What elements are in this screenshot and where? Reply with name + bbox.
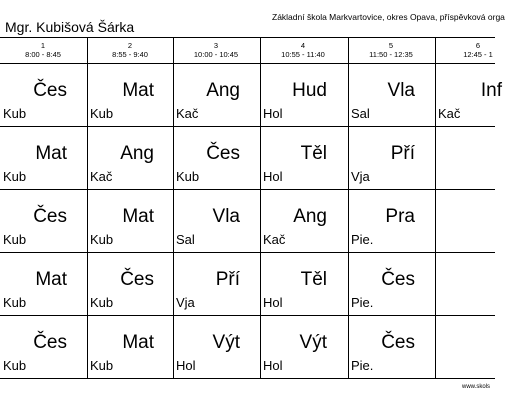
period-time: 10:00 - 10:45: [193, 50, 239, 59]
lesson-subject: Výt: [212, 332, 240, 353]
lesson-subject: Mat: [35, 143, 67, 164]
lesson-subject: Pří: [215, 269, 240, 290]
lesson-subject: Inf: [480, 80, 502, 101]
period-number: 1: [40, 41, 46, 50]
lesson-subject: Ang: [120, 143, 154, 164]
lesson-cell: [0, 63, 87, 126]
lesson-teacher: Kub: [3, 106, 27, 121]
lesson-subject: Vla: [212, 206, 240, 227]
lesson-teacher: Sal: [351, 106, 370, 121]
lesson-cell: [260, 126, 347, 189]
period-number: 6: [475, 41, 481, 50]
lesson-teacher: Kač: [438, 106, 461, 121]
period-time: 11:50 - 12:35: [369, 50, 413, 59]
lesson-subject: Ang: [293, 206, 327, 227]
lesson-subject: Pra: [385, 206, 415, 227]
period-number: 2: [127, 41, 133, 50]
lesson-teacher: Vja: [176, 295, 195, 310]
lesson-cell: [260, 315, 347, 378]
lesson-cell: [260, 189, 347, 252]
lesson-teacher: Vja: [351, 169, 370, 184]
lesson-teacher: Kub: [3, 232, 27, 247]
lesson-subject: Čes: [381, 332, 415, 353]
lesson-subject: Těl: [300, 143, 327, 164]
lesson-subject: Pří: [390, 143, 415, 164]
lesson-teacher: Kub: [176, 169, 200, 184]
lesson-cell: [348, 252, 435, 315]
lesson-teacher: Hol: [263, 106, 283, 121]
lesson-subject: Ang: [206, 80, 240, 101]
lesson-teacher: Kač: [90, 169, 113, 184]
period-number: 4: [300, 41, 306, 50]
lesson-cell: [87, 126, 174, 189]
period-time: 8:55 - 9:40: [112, 50, 148, 59]
lesson-teacher: Kub: [3, 295, 27, 310]
lesson-cell: [348, 63, 435, 126]
lesson-teacher: Hol: [263, 358, 283, 373]
lesson-subject: Čes: [120, 269, 154, 290]
lesson-subject: Mat: [122, 80, 154, 101]
lesson-subject: Čes: [33, 80, 67, 101]
lesson-cell: [173, 126, 260, 189]
lesson-cell: [435, 252, 522, 315]
lesson-cell: [87, 315, 174, 378]
lesson-subject: Mat: [35, 269, 67, 290]
footer-url: www.skols: [462, 384, 491, 390]
lesson-teacher: Kub: [90, 106, 114, 121]
lesson-cell: [173, 252, 260, 315]
lesson-teacher: Kač: [176, 106, 199, 121]
lesson-cell: [173, 63, 260, 126]
lesson-subject: Čes: [381, 269, 415, 290]
period-time: 10:55 - 11:40: [281, 50, 325, 59]
lesson-cell: [87, 63, 174, 126]
grid-line-horizontal: [0, 378, 495, 379]
lesson-teacher: Hol: [263, 295, 283, 310]
lesson-cell: [0, 126, 87, 189]
lesson-teacher: Kub: [90, 232, 114, 247]
lesson-cell: [348, 126, 435, 189]
lesson-teacher: Pie.: [351, 295, 374, 310]
lesson-teacher: Kub: [90, 358, 114, 373]
period-number: 3: [213, 41, 219, 50]
school-name: Základní škola Markvartovice, okres Opava, příspěvková orga: [272, 12, 505, 22]
lesson-teacher: Kub: [90, 295, 114, 310]
lesson-teacher: Kub: [3, 169, 27, 184]
lesson-cell: [435, 189, 522, 252]
lesson-cell: [435, 126, 522, 189]
lesson-cell: [348, 189, 435, 252]
lesson-subject: Čes: [33, 206, 67, 227]
lesson-cell: [348, 315, 435, 378]
lesson-cell: [87, 189, 174, 252]
lesson-subject: Těl: [300, 269, 327, 290]
lesson-subject: Mat: [122, 332, 154, 353]
period-number: 5: [388, 41, 394, 50]
lesson-teacher: Pie.: [351, 358, 374, 373]
teacher-name: Mgr. Kubišová Šárka: [5, 19, 135, 35]
lesson-subject: Vla: [387, 80, 415, 101]
lesson-cell: [0, 315, 87, 378]
lesson-cell: [173, 315, 260, 378]
lesson-subject: Hud: [292, 80, 327, 101]
lesson-subject: Mat: [122, 206, 154, 227]
period-time: 8:00 - 8:45: [25, 50, 61, 59]
lesson-teacher: Hol: [176, 358, 196, 373]
lesson-subject: Výt: [299, 332, 327, 353]
period-time: 12:45 - 1: [463, 50, 493, 59]
lesson-teacher: Kač: [263, 232, 286, 247]
lesson-teacher: Sal: [176, 232, 195, 247]
lesson-cell: [0, 189, 87, 252]
grid-line-horizontal: [0, 37, 495, 38]
lesson-subject: Čes: [33, 332, 67, 353]
lesson-subject: Čes: [206, 143, 240, 164]
lesson-cell: [260, 63, 347, 126]
lesson-cell: [435, 63, 522, 126]
lesson-cell: [0, 252, 87, 315]
lesson-cell: [87, 252, 174, 315]
lesson-teacher: Hol: [263, 169, 283, 184]
lesson-cell: [173, 189, 260, 252]
lesson-cell: [260, 252, 347, 315]
lesson-teacher: Kub: [3, 358, 27, 373]
lesson-teacher: Pie.: [351, 232, 374, 247]
lesson-cell: [435, 315, 522, 378]
